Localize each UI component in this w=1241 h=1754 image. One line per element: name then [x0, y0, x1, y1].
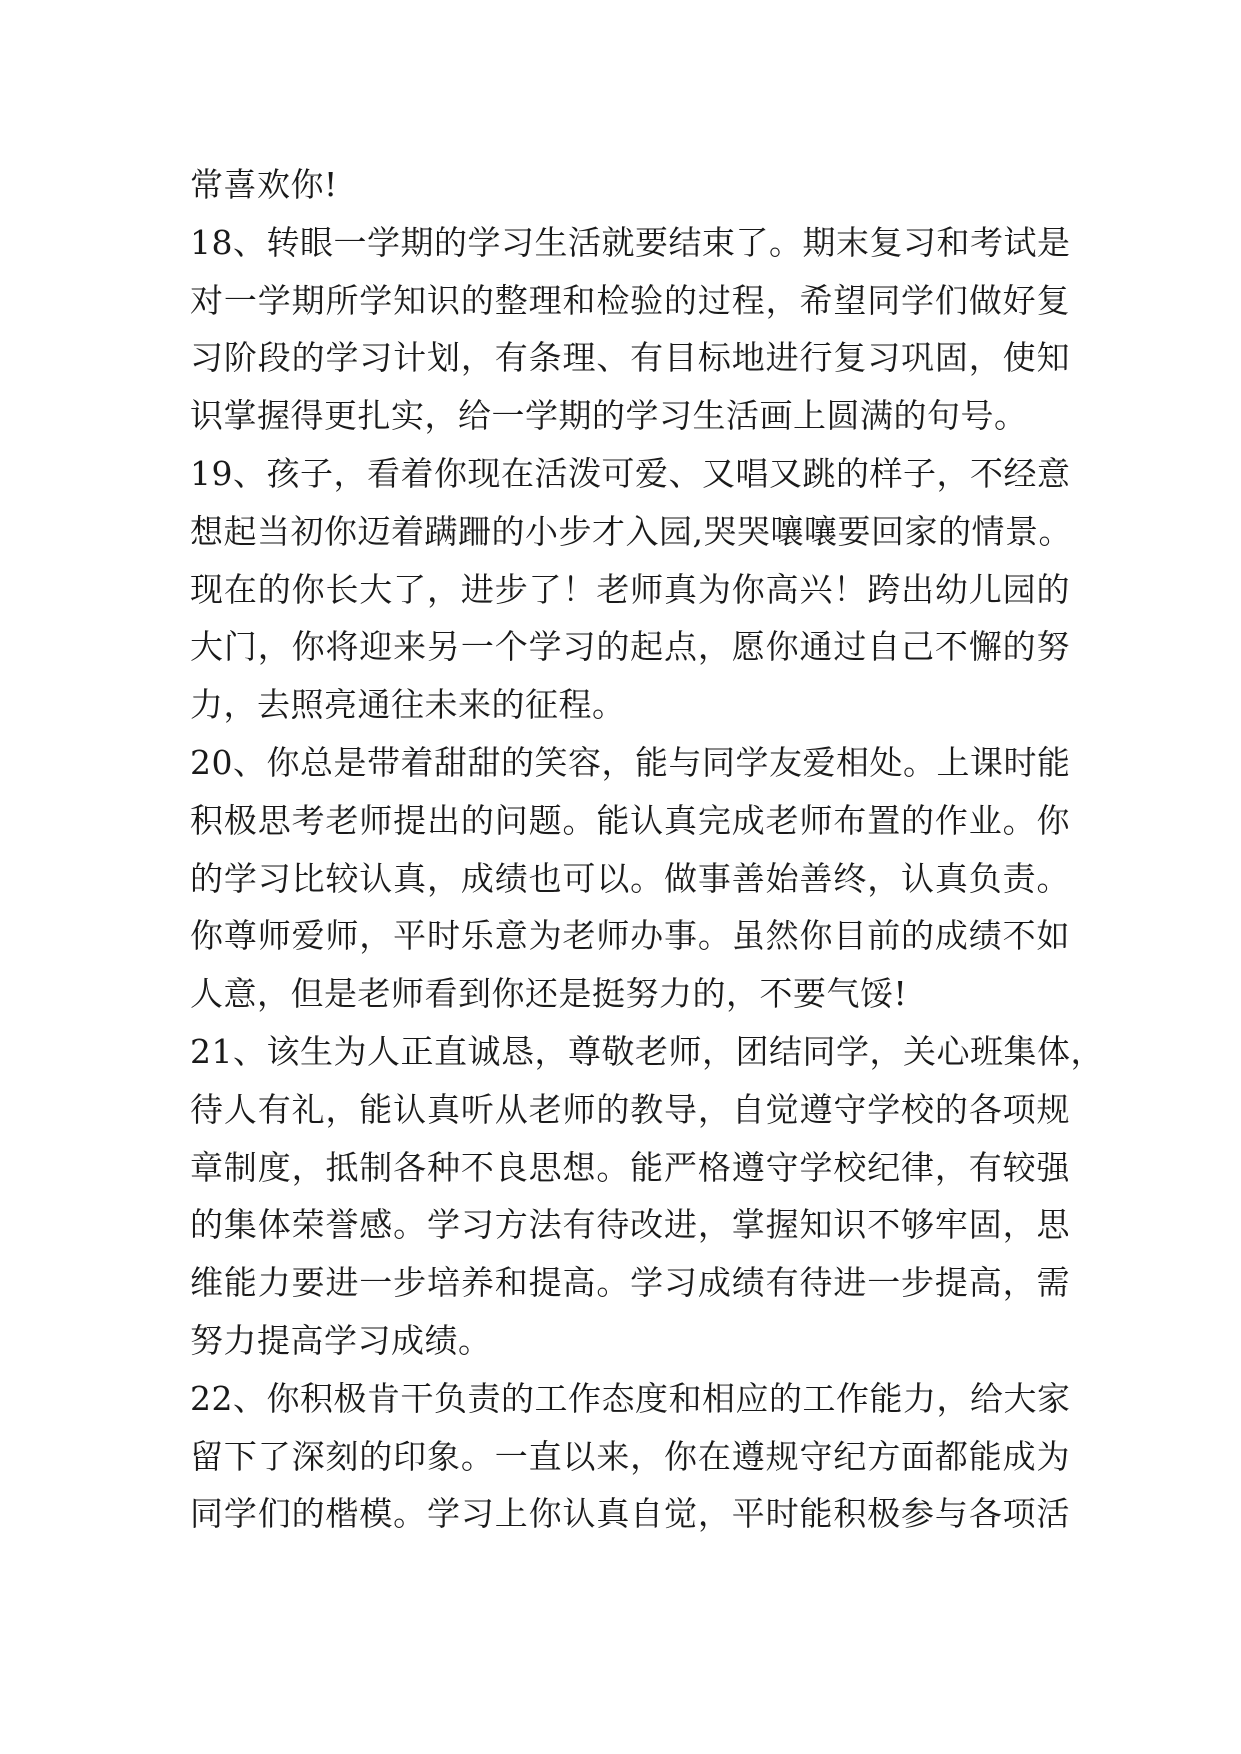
- text-line: 现在的你长大了，进步了！老师真为你高兴！跨出幼儿园的: [190, 569, 1070, 609]
- text-line: 18、转眼一学期的学习生活就要结束了。期末复习和考试是: [190, 222, 1071, 262]
- text-line: 的集体荣誉感。学习方法有待改进，掌握知识不够牢固，思: [190, 1205, 1070, 1245]
- text-line: 19、孩子，看着你现在活泼可爱、又唱又跳的样子，不经意: [190, 453, 1071, 493]
- text-line: 21、该生为人正直诚恳，尊敬老师，团结同学，关心班集体，: [190, 1031, 1104, 1071]
- text-line: 人意，但是老师看到你还是挺努力的，不要气馁!: [190, 974, 908, 1014]
- text-line: 维能力要进一步培养和提高。学习成绩有待进一步提高，需: [190, 1263, 1070, 1303]
- text-line: 识掌握得更扎实，给一学期的学习生活画上圆满的句号。: [190, 396, 1028, 436]
- text-line: 20、你总是带着甜甜的笑容，能与同学友爱相处。上课时能: [190, 742, 1071, 782]
- text-line: 努力提高学习成绩。: [190, 1320, 492, 1360]
- text-line: 习阶段的学习计划，有条理、有目标地进行复习巩固，使知: [190, 338, 1070, 378]
- text-line: 常喜欢你!: [190, 165, 338, 204]
- text-line: 大门，你将迎来另一个学习的起点，愿你通过自己不懈的努: [190, 627, 1070, 667]
- text-line: 留下了深刻的印象。一直以来，你在遵规守纪方面都能成为: [190, 1436, 1070, 1476]
- text-line: 力，去照亮通往未来的征程。: [190, 685, 626, 725]
- text-line: 22、你积极肯干负责的工作态度和相应的工作能力，给大家: [190, 1378, 1071, 1418]
- text-line: 对一学期所学知识的整理和检验的过程，希望同学们做好复: [190, 280, 1070, 320]
- document-body: [190, 156, 1104, 1543]
- text-line: 你尊师爱师，平时乐意为老师办事。虽然你目前的成绩不如: [190, 916, 1070, 956]
- text-line: 积极思考老师提出的问题。能认真完成老师布置的作业。你: [190, 800, 1070, 840]
- text-line: 章制度，抵制各种不良思想。能严格遵守学校纪律，有较强: [190, 1147, 1070, 1187]
- text-line: 的学习比较认真，成绩也可以。做事善始善终，认真负责。: [190, 858, 1070, 898]
- text-line: 同学们的楷模。学习上你认真自觉，平时能积极参与各项活: [190, 1494, 1070, 1534]
- text-line: 待人有礼，能认真听从老师的教导，自觉遵守学校的各项规: [190, 1089, 1070, 1129]
- text-line: 想起当初你迈着蹒跚的小步才入园,哭哭嚷嚷要回家的情景。: [190, 511, 1072, 551]
